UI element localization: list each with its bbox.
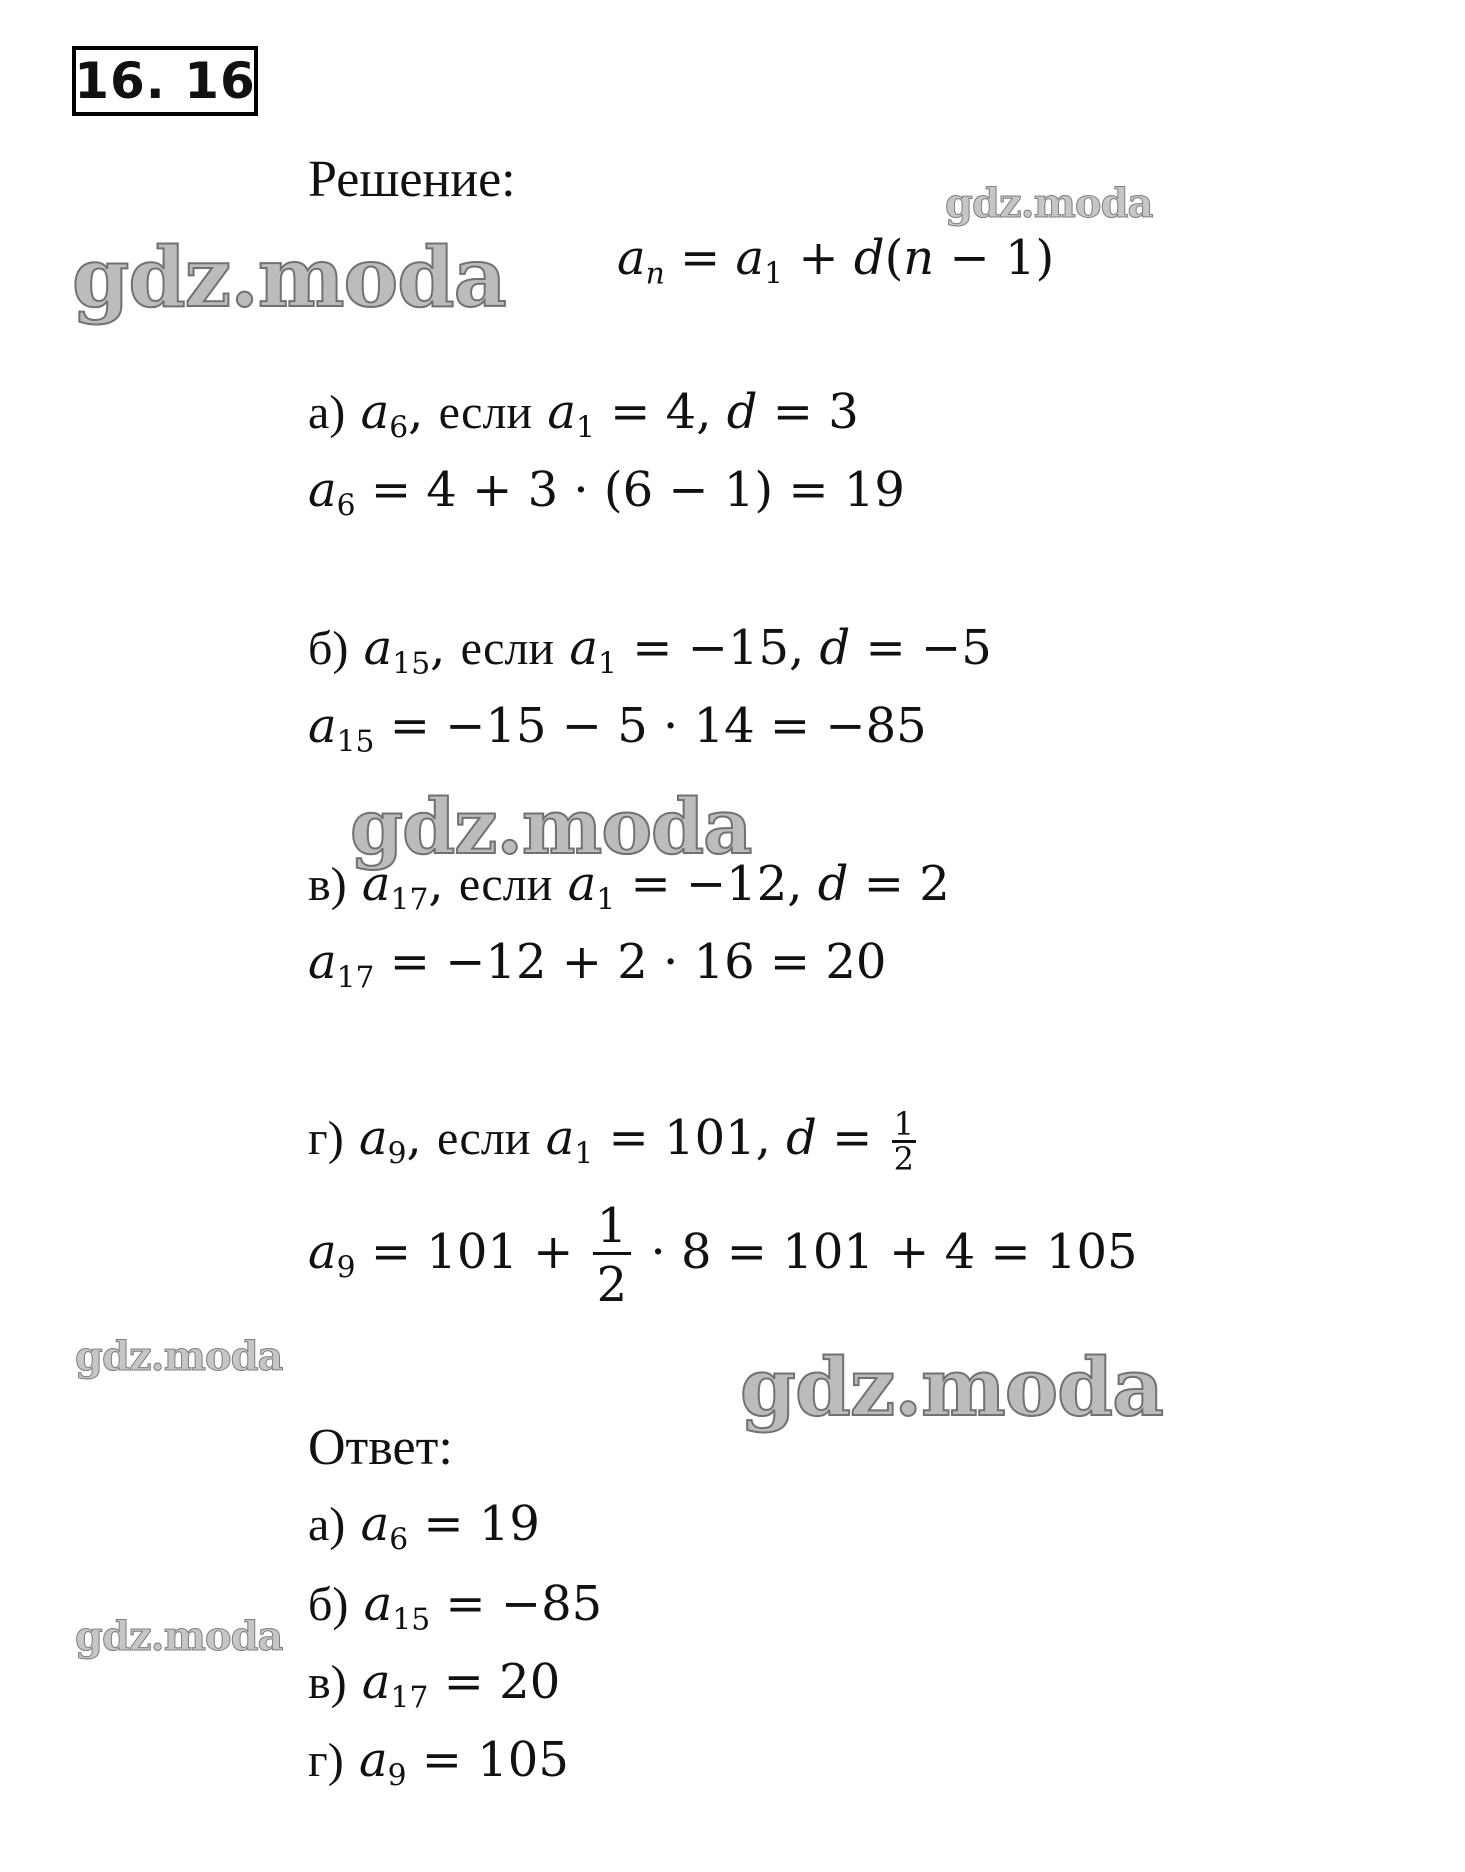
answer-v: в) $a_{17} = 20$	[308, 1654, 561, 1716]
watermark: gdz.moda	[740, 1340, 1163, 1434]
calc-v: $a_{17} = -12 + 2 \cdot 16 = 20$	[308, 934, 887, 996]
answer-g: г) $a_9 = 105$	[308, 1732, 569, 1794]
watermark: gdz.moda	[350, 782, 752, 871]
watermark: gdz.moda	[75, 1333, 283, 1380]
condition-a: а) $a_6$, если $a_1 = 4$, d = 3	[308, 384, 859, 446]
condition-b: б) $a_{15}$, если $a_1 = -15$, d = −5	[308, 620, 992, 682]
answer-a: а) $a_6 = 19$	[308, 1496, 540, 1558]
problem-number: 16. 16	[72, 46, 258, 116]
general-formula: $a_n = a_1 + d(n - 1)$	[617, 230, 1055, 292]
condition-v: в) $a_{17}$, если $a_1 = -12$, d = 2	[308, 856, 950, 918]
fraction-half: 1 2	[593, 1200, 632, 1311]
calc-g: $a_9 = 101$ + 1 2 · 8 = 101 + 4 = 105	[308, 1198, 1138, 1313]
condition-g: г) $a_9$, если $a_1 = 101$, d = $\frac{1}{2}$	[308, 1105, 914, 1178]
fraction-d: $\frac{1}{2}$	[893, 1105, 914, 1178]
answer-b: б) $a_{15} = -85$	[308, 1576, 603, 1638]
watermark: gdz.moda	[72, 230, 506, 326]
watermark: gdz.moda	[75, 1613, 283, 1660]
calc-a: $a_6 = 4 + 3 \cdot (6 - 1) = 19$	[308, 462, 905, 524]
calc-b: $a_{15} = -15 - 5 \cdot 14 = -85$	[308, 698, 927, 760]
answer-label: Ответ:	[308, 1419, 453, 1476]
watermark: gdz.moda	[945, 180, 1153, 227]
solution-label: Решение:	[308, 151, 516, 208]
